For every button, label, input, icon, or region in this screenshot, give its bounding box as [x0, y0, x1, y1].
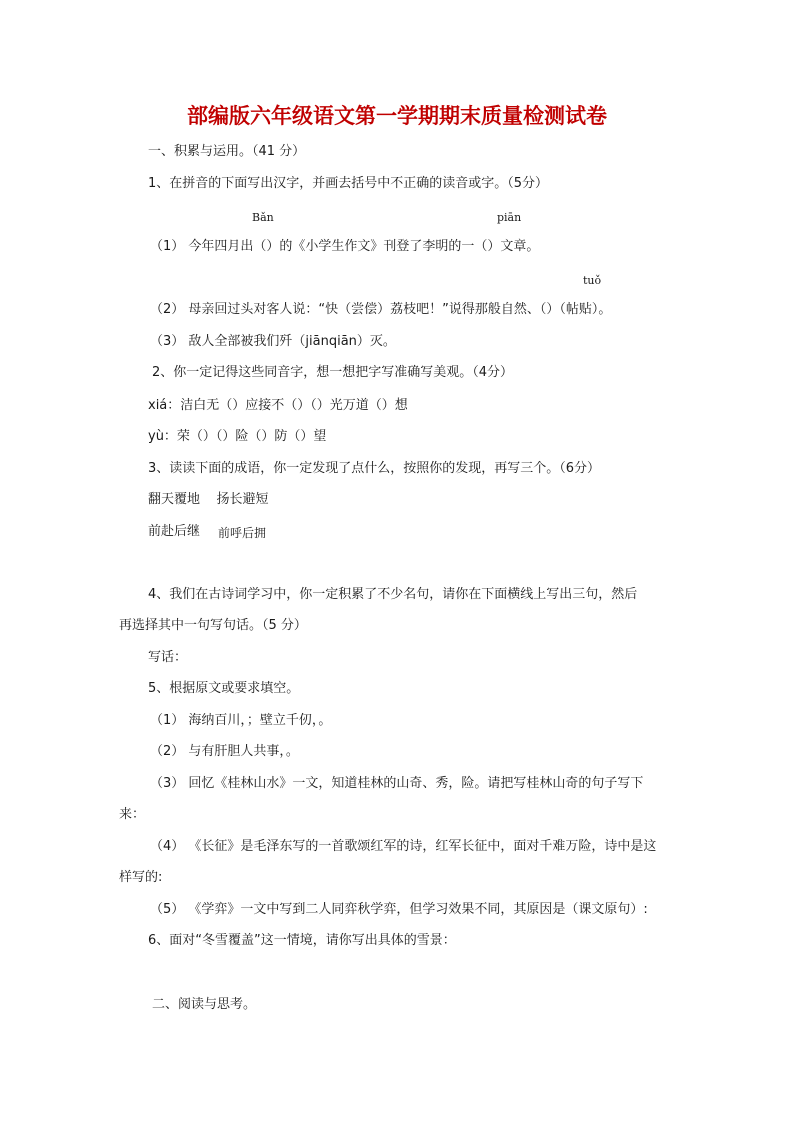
question-2-prompt: 2、你一定记得这些同音字，想一想把字写准确写美观。（4分） — [152, 365, 514, 380]
question-3-idiom-qianfuhouji: 前赴后继 — [148, 524, 201, 539]
question-5-item-3-line-1: （3） 回忆《桂林山水》一文，知道桂林的山奇、秀，险。请把写桂林山奇的句子写下 — [150, 776, 644, 791]
pinyin-tuo: tuǒ — [583, 274, 602, 287]
pinyin-pian: piān — [497, 211, 522, 224]
question-1-item-2: （2） 母亲回过头对客人说：“快（尝偿）荔枝吧！”说得那般自然、（）（帖贴）。 — [150, 302, 612, 317]
question-5-item-1: （1） 海纳百川，；壁立千仞，。 — [150, 713, 332, 728]
question-3-prompt: 3、读读下面的成语，你一定发现了点什么，按照你的发现，再写三个。（6分） — [148, 461, 601, 476]
question-2-xia: xiá：洁白无（）应接不（）（）光万道（）想 — [148, 398, 408, 413]
question-1-item-1: （1） 今年四月出（）的《小学生作文》刊登了李明的一（）文章。 — [150, 239, 540, 254]
question-5-item-2: （2） 与有肝胆人共事，。 — [150, 744, 299, 759]
page-title: 部编版六年级语文第一学期期末质量检测试卷 — [187, 103, 607, 128]
pinyin-ban: Bǎn — [252, 211, 274, 224]
question-4-prompt-line-2: 再选择其中一句写句话。（5 分） — [119, 618, 307, 633]
question-2-yu: yù：荣（）（）险（）防（）望 — [148, 429, 327, 444]
question-5-item-3-line-2: 来： — [119, 807, 146, 822]
question-1-item-3: （3） 敌人全部被我们歼（jiānqiān）灭。 — [150, 334, 396, 349]
question-5-item-4-line-2: 样写的: — [119, 870, 163, 885]
question-1-prompt: 1、在拼音的下面写出汉字，并画去括号中不正确的读音或字。（5分） — [148, 176, 549, 191]
question-6-prompt: 6、面对“冬雪覆盖”这一情境，请你写出具体的雪景： — [148, 933, 456, 948]
question-5-item-5: （5） 《学弈》一文中写到二人同弈秋学弈，但学习效果不同，其原因是（课文原句）: — [150, 902, 648, 917]
question-5-prompt: 5、根据原文或要求填空。 — [148, 681, 300, 696]
question-3-idiom-qianhuhouyong: 前呼后拥 — [218, 526, 267, 540]
section-heading-reading: 二、阅读与思考。 — [152, 997, 257, 1012]
question-3-idioms-row-1: 翻天覆地 扬长避短 — [148, 492, 269, 507]
question-4-write-label: 写话： — [148, 650, 188, 665]
question-5-item-4-line-1: （4） 《长征》是毛泽东写的一首歌颂红军的诗，红军长征中，面对千难万险，诗中是这 — [150, 839, 657, 854]
section-heading-accumulation: 一、积累与运用。（41 分） — [148, 144, 306, 159]
question-4-prompt-line-1: 4、我们在古诗词学习中，你一定积累了不少名句，请你在下面横线上写出三句，然后 — [148, 587, 638, 602]
